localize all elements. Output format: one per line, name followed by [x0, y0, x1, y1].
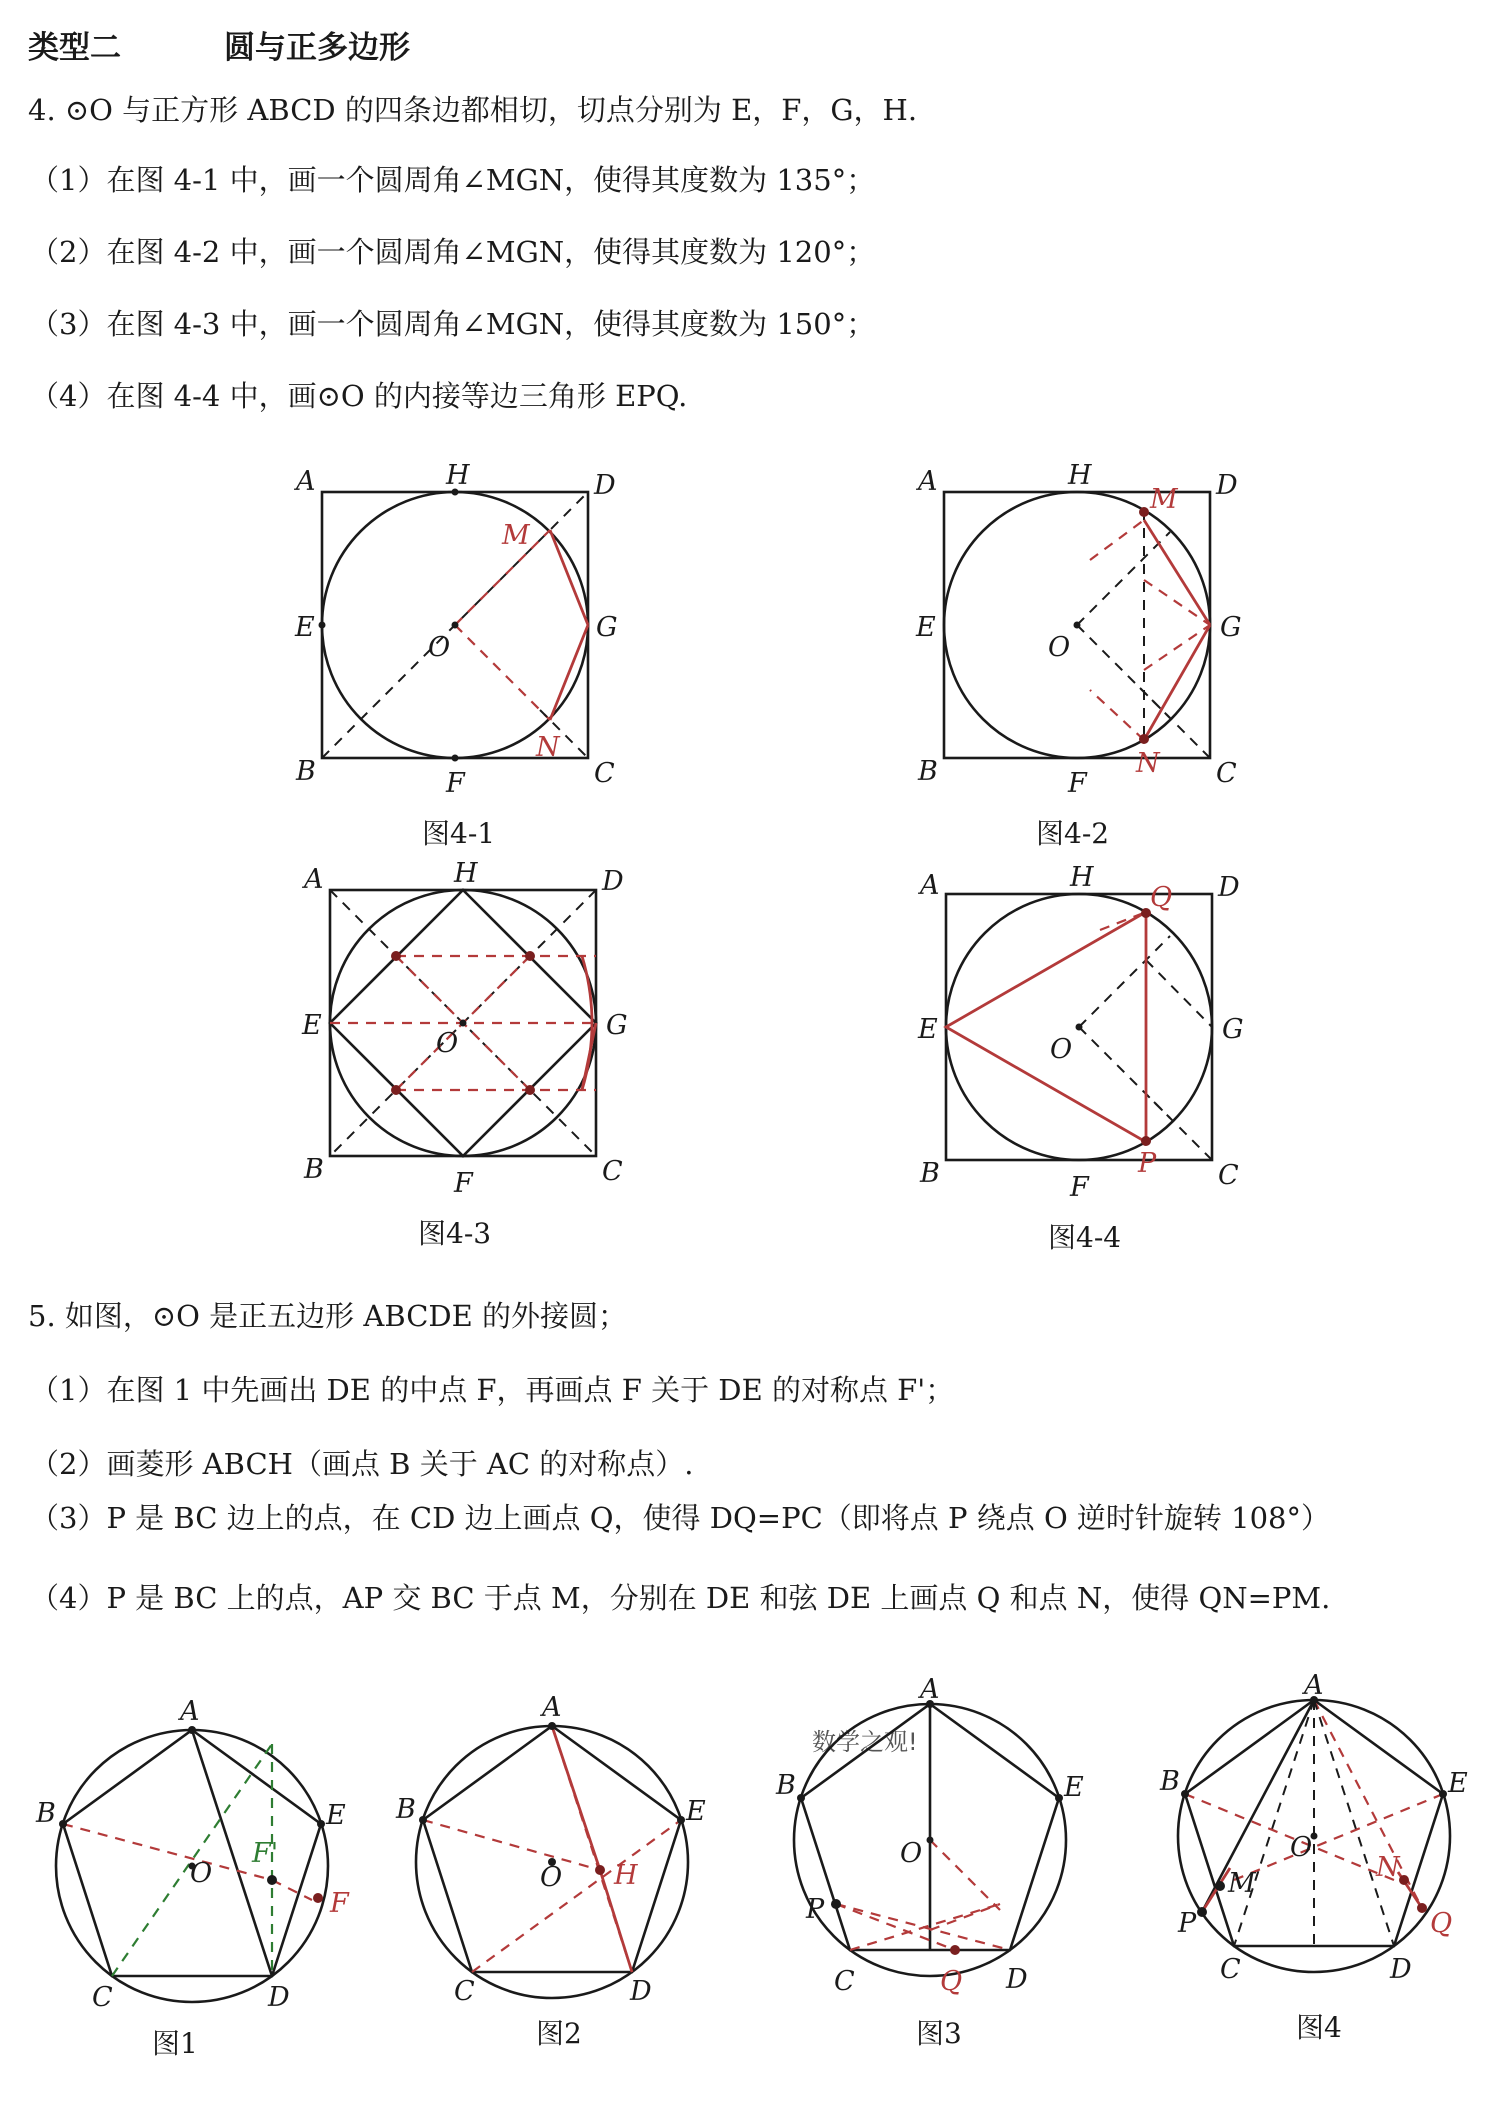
- caption-fig4-1: 图4-1: [422, 817, 496, 850]
- svg-text:M: M: [1228, 1868, 1256, 1899]
- topic-title: 圆与正多边形: [224, 30, 410, 66]
- svg-text:O: O: [190, 1858, 213, 1889]
- figure-4-1: [293, 460, 618, 799]
- problem5-part3: （3）P 是 BC 边上的点，在 CD 边上画点 Q，使得 DQ=PC（即将点 P 绕点 O 逆时针旋转 108°）: [30, 1501, 1331, 1535]
- svg-text:C: C: [454, 1976, 475, 2007]
- svg-text:O: O: [436, 1028, 459, 1059]
- svg-text:D: D: [268, 1982, 290, 2013]
- svg-text:E: E: [1064, 1772, 1084, 1803]
- problem5-part1: （1）在图 1 中先画出 DE 的中点 F，再画点 F 关于 DE 的对称点 F'；: [30, 1373, 955, 1407]
- svg-text:N: N: [1136, 748, 1160, 779]
- watermark-text: 数学之观!: [812, 1728, 918, 1756]
- svg-text:B: B: [304, 1154, 324, 1185]
- svg-text:H: H: [614, 1860, 638, 1891]
- caption-fig2: 图2: [536, 2017, 582, 2050]
- svg-text:M: M: [502, 520, 530, 551]
- svg-text:P: P: [806, 1894, 825, 1925]
- svg-text:H: H: [1068, 460, 1092, 491]
- svg-text:C: C: [594, 758, 615, 789]
- problem4-part1: （1）在图 4-1 中，画一个圆周角∠MGN，使得其度数为 135°；: [30, 163, 876, 197]
- svg-text:C: C: [1218, 1160, 1239, 1191]
- figure-2: [395, 1692, 706, 2007]
- problem5-stem: 5. 如图，⊙O 是正五边形 ABCDE 的外接圆；: [28, 1299, 628, 1333]
- svg-text:A: A: [304, 864, 324, 895]
- svg-text:A: A: [542, 1692, 562, 1723]
- svg-text:A: A: [920, 870, 940, 901]
- problem4-stem: 4. ⊙O 与正方形 ABCD 的四条边都相切，切点分别为 E，F，G，H.: [28, 93, 918, 127]
- svg-text:C: C: [602, 1156, 623, 1187]
- svg-text:F: F: [330, 1888, 349, 1919]
- svg-text:O: O: [1050, 1034, 1073, 1065]
- svg-text:D: D: [1390, 1954, 1412, 1985]
- svg-text:G: G: [606, 1010, 628, 1041]
- caption-fig3: 图3: [916, 2017, 962, 2050]
- svg-text:P: P: [1138, 1148, 1157, 1179]
- svg-text:D: D: [630, 1976, 652, 2007]
- svg-text:B: B: [36, 1798, 56, 1829]
- svg-text:B: B: [396, 1794, 416, 1825]
- svg-text:O: O: [900, 1838, 923, 1869]
- caption-fig1: 图1: [152, 2027, 198, 2060]
- svg-text:M: M: [1150, 484, 1178, 515]
- svg-text:D: D: [602, 866, 624, 897]
- svg-text:Q: Q: [940, 1966, 963, 1997]
- svg-text:Q: Q: [1430, 1908, 1453, 1939]
- figure-3: [775, 1674, 1084, 1997]
- svg-text:F: F: [1070, 1172, 1089, 1203]
- caption-fig4-3: 图4-3: [418, 1217, 492, 1250]
- svg-text:H: H: [454, 858, 478, 889]
- svg-text:H: H: [446, 460, 470, 491]
- svg-text:F: F: [1068, 768, 1087, 799]
- svg-text:A: A: [918, 466, 938, 497]
- svg-text:H: H: [1070, 862, 1094, 893]
- svg-text:N: N: [536, 732, 560, 763]
- svg-text:F: F: [454, 1168, 473, 1199]
- svg-text:E: E: [918, 1014, 938, 1045]
- svg-text:A: A: [180, 1696, 200, 1727]
- svg-text:G: G: [1220, 612, 1242, 643]
- figure-1: [35, 1696, 350, 2013]
- svg-text:B: B: [296, 756, 316, 787]
- svg-text:C: C: [1220, 1954, 1241, 1985]
- svg-text:N: N: [1376, 1852, 1400, 1883]
- svg-text:D: D: [1006, 1964, 1028, 1995]
- figure-4-2: [915, 460, 1242, 799]
- problem5-part2: （2）画菱形 ABCH（画点 B 关于 AC 的对称点）.: [30, 1447, 694, 1481]
- caption-fig4-4: 图4-4: [1048, 1221, 1122, 1254]
- svg-text:G: G: [1222, 1014, 1244, 1045]
- type-label: 类型二: [28, 30, 121, 66]
- svg-text:A: A: [920, 1674, 940, 1705]
- svg-text:B: B: [920, 1158, 940, 1189]
- caption-fig4-2: 图4-2: [1036, 817, 1110, 850]
- problem4-part3: （3）在图 4-3 中，画一个圆周角∠MGN，使得其度数为 150°；: [30, 307, 876, 341]
- svg-text:O: O: [1290, 1832, 1313, 1863]
- caption-fig4: 图4: [1296, 2011, 1342, 2044]
- svg-text:E: E: [686, 1796, 706, 1827]
- svg-text:E: E: [326, 1800, 346, 1831]
- svg-text:F: F: [446, 768, 465, 799]
- svg-text:B: B: [1160, 1766, 1180, 1797]
- svg-text:A: A: [1304, 1670, 1324, 1701]
- svg-text:D: D: [1218, 872, 1240, 903]
- svg-text:O: O: [540, 1862, 563, 1893]
- svg-text:B: B: [776, 1770, 796, 1801]
- figure-4-3: [301, 858, 628, 1199]
- svg-text:E: E: [916, 612, 936, 643]
- svg-text:C: C: [1216, 758, 1237, 789]
- problem4-part2: （2）在图 4-2 中，画一个圆周角∠MGN，使得其度数为 120°；: [30, 235, 876, 269]
- svg-text:P: P: [1178, 1908, 1197, 1939]
- svg-text:A: A: [296, 466, 316, 497]
- svg-text:O: O: [1048, 632, 1071, 663]
- svg-text:E: E: [1448, 1768, 1468, 1799]
- svg-text:D: D: [1216, 470, 1238, 501]
- svg-text:E: E: [295, 612, 315, 643]
- svg-text:D: D: [594, 470, 616, 501]
- figure-4-4: [917, 862, 1244, 1203]
- figure-4: [1159, 1670, 1468, 1985]
- svg-text:E: E: [302, 1010, 322, 1041]
- svg-text:C: C: [92, 1982, 113, 2013]
- svg-text:C: C: [834, 1966, 855, 1997]
- svg-text:G: G: [596, 612, 618, 643]
- problem4-part4: （4）在图 4-4 中，画⊙O 的内接等边三角形 EPQ.: [30, 379, 688, 413]
- problem5-part4: （4）P 是 BC 上的点，AP 交 BC 于点 M，分别在 DE 和弦 DE 上画点 Q 和点 N，使得 QN=PM.: [30, 1581, 1331, 1615]
- svg-text:B: B: [918, 756, 938, 787]
- svg-text:F': F': [252, 1838, 279, 1869]
- svg-text:Q: Q: [1150, 882, 1173, 913]
- svg-text:O: O: [428, 632, 451, 663]
